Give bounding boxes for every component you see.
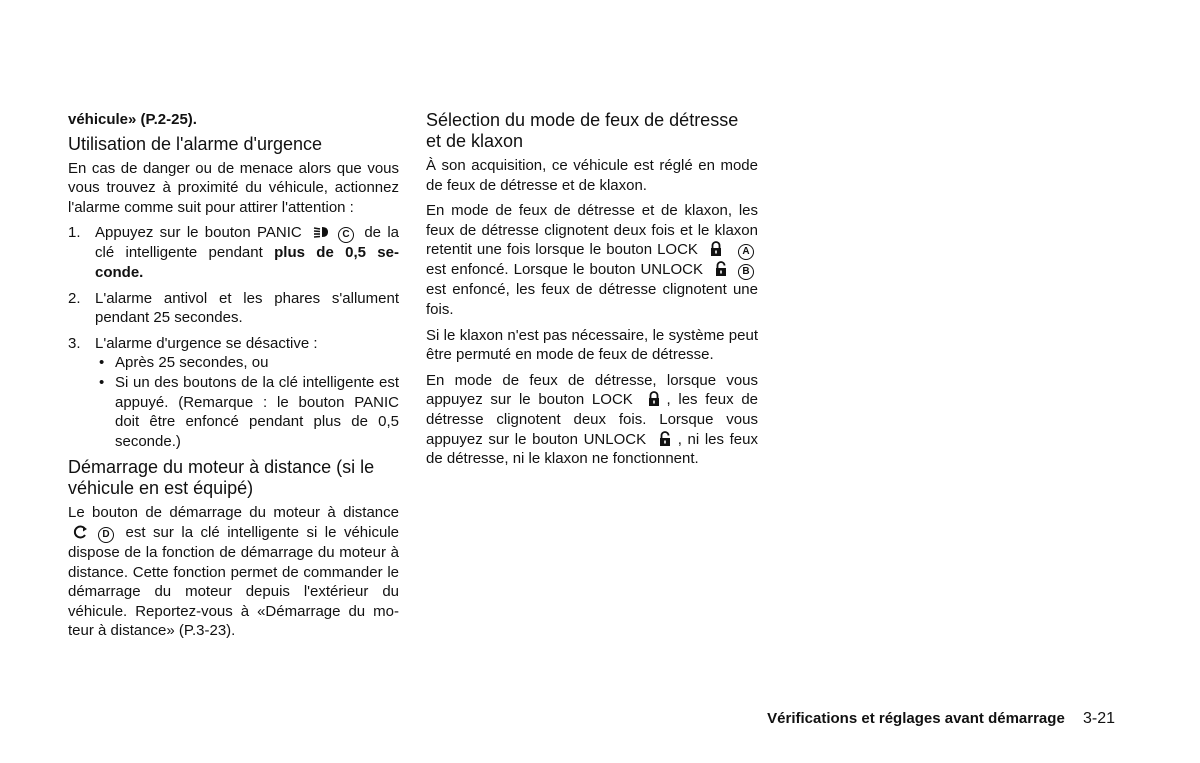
bullet-dot: • (99, 373, 105, 391)
bullet-text: Si un des boutons de la clé intelligente est appuyé. (Remarque : le bouton PANIC doit être enfoncé pendant plus de 0,5 seconde.) (115, 373, 399, 450)
hazard-p2-c: est enfoncé, les feux de détresse clignotent une fois. (426, 281, 758, 318)
badge-b: B (738, 264, 754, 280)
left-column (68, 110, 399, 647)
hazard-p4-b: , les feux de détresse clignotent deux fois. Lorsque vous appuyez sur le bouton UNLOCK (426, 391, 758, 448)
hazard-p3: Si le klaxon n'est pas nécessaire, le système peut être permuté en mode de feux de détresse. (426, 326, 758, 364)
padlock-open-icon (656, 431, 674, 447)
step-text: L'alarme d'urgence se désactive : (95, 334, 318, 352)
hazard-p2-a: En mode de feux de détresse et de klaxon, les feux de détresse clignotent deux fois et le klaxon retentit une fois lorsque le bouton LOCK (426, 202, 758, 259)
page-footer (0, 710, 1115, 728)
bullet-item (95, 353, 399, 373)
hazard-heading: Sélection du mode de feux de détresse et de klaxon (426, 110, 739, 151)
page-number: 3-21 (1082, 710, 1115, 727)
padlock-open-icon (712, 261, 730, 277)
hazard-p1: À son acquisition, ce véhicule est réglé en mode de feux de détresse et de klaxon. (426, 157, 758, 194)
badge-d: D (98, 527, 114, 543)
remote-start-icon (72, 524, 90, 540)
badge-a: A (738, 244, 754, 260)
alarm-steps (68, 223, 399, 451)
step-2 (68, 289, 399, 328)
padlock-closed-icon (707, 241, 725, 257)
lead-text: véhicule» (P.2-25). (68, 111, 197, 128)
step-number: 1. (68, 224, 81, 242)
footer-title: Vérifications et réglages avant démarrage (767, 710, 1065, 727)
step-1 (68, 223, 399, 282)
hazard-p4-a: En mode de feux de détresse, lorsque vous appuyez sur le bouton LOCK (426, 371, 758, 409)
bullet-dot: • (99, 354, 105, 372)
step-number: 2. (68, 289, 81, 307)
remote-start-text-a: Le bouton de démarrage du moteur à distance (68, 504, 399, 522)
step-text-after: de la clé intelligente pendant (95, 224, 400, 262)
bullet-text: Après 25 secondes, ou (115, 354, 269, 372)
headlight-icon (312, 224, 330, 240)
hazard-p4 (426, 371, 758, 469)
remote-start-text (68, 503, 399, 641)
step-number: 3. (68, 334, 81, 352)
step-3 (68, 334, 399, 452)
step-text: L'alarme antivol et les phares s'allument pendant 25 secondes. (95, 289, 399, 327)
remote-start-text-b: est sur la clé intelligente si le véhicule dispose de la fonction de démarrage du moteur à distance. Cette fonction permet de commander le démarrage du moteur depuis l'extérieur du véhicule. Reportez-vous à «Démarrage du moteur à distance» (P.3-23). (68, 523, 399, 640)
alarm-heading: Utilisation de l'alarme d'urgence (68, 133, 323, 154)
step-text: Appuyez sur le bouton PANIC (95, 224, 302, 242)
step-bold-text: plus de 0,5 seconde. (95, 244, 399, 281)
alarm-intro: En cas de danger ou de menace alors que vous vous trouvez à proximité du véhicule, actionnez l'alarme comme suit pour attirer l'attention : (68, 159, 399, 216)
bullet-item (95, 373, 399, 451)
step-3-bullets (95, 353, 399, 451)
hazard-p2-b: est enfoncé. Lorsque le bouton UNLOCK (426, 261, 703, 279)
remote-start-heading: Démarrage du moteur à distance (si le véhicule en est équipé) (68, 457, 375, 499)
hazard-p2 (426, 201, 758, 319)
padlock-closed-icon (645, 391, 663, 407)
hazard-p4-c: , ni les feux de détresse, ni le klaxon ne fonctionnent. (426, 430, 758, 468)
badge-c: C (338, 227, 354, 243)
right-column (426, 110, 758, 475)
